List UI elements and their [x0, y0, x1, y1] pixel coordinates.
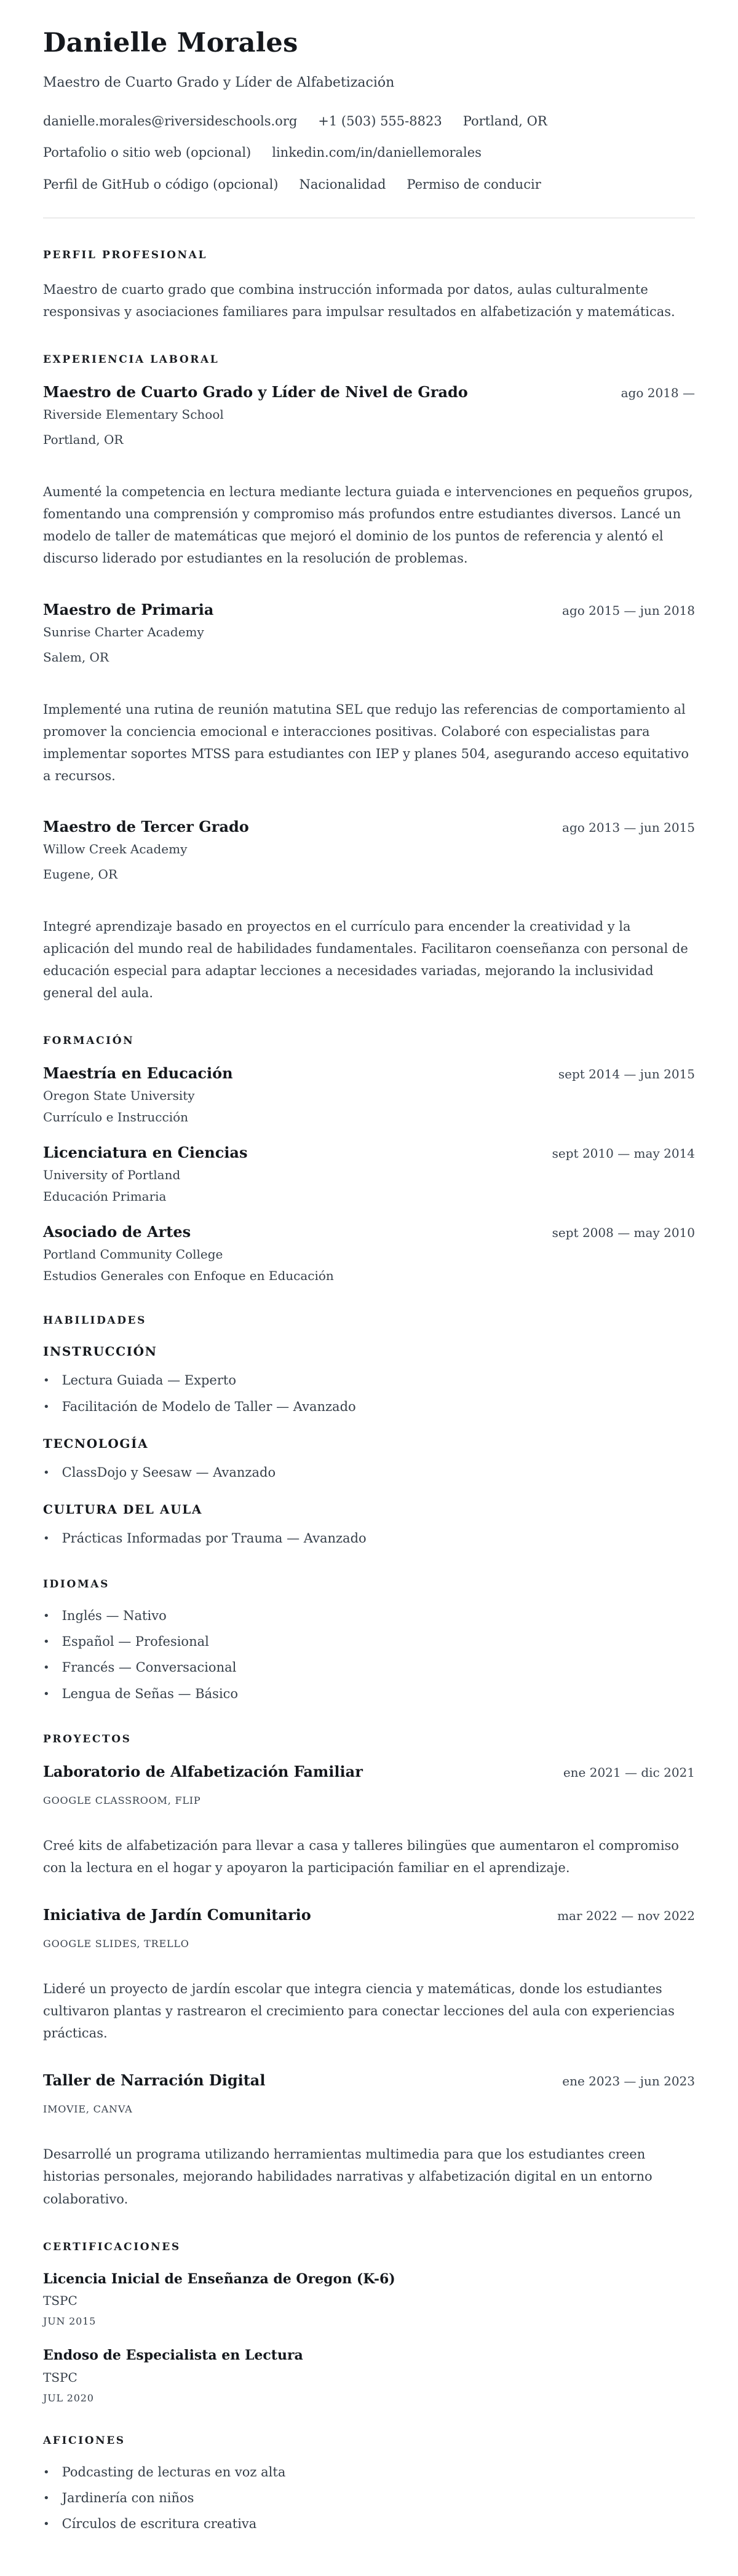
skill-item	[43, 1399, 695, 1415]
contact-row-3	[43, 176, 695, 193]
job-entry-head	[43, 818, 695, 836]
bullet-marker: •	[43, 1532, 50, 1546]
contact-github: Perfil de GitHub o código (opcional)	[43, 176, 279, 192]
section-hobbies	[43, 2435, 695, 2533]
section-experience	[43, 354, 695, 1004]
bullet-marker: •	[43, 1609, 50, 1622]
bullet-marker: •	[43, 2492, 50, 2505]
project-dates: ene 2023 — jun 2023	[562, 2074, 695, 2089]
education-entry-head	[43, 1223, 695, 1241]
education-entry	[43, 1064, 695, 1125]
language-item-text: Francés — Conversacional	[62, 1660, 237, 1675]
education-dates: sept 2014 — jun 2015	[558, 1067, 695, 1082]
project-entry-head	[43, 2071, 695, 2090]
language-item-text: Lengua de Señas — Básico	[62, 1686, 239, 1701]
contact-phone: +1 (503) 555-8823	[318, 114, 442, 129]
contact-portfolio: Portafolio o sitio web (opcional)	[43, 145, 252, 160]
language-item	[43, 1608, 695, 1624]
school-name: University of Portland	[43, 1167, 181, 1183]
project-dates: mar 2022 — nov 2022	[557, 1908, 695, 1924]
job-location: Salem, OR	[43, 649, 109, 665]
skill-group-name: CULTURA DEL AULA	[43, 1502, 202, 1517]
school-name: Oregon State University	[43, 1088, 195, 1104]
education-dates: sept 2010 — may 2014	[552, 1146, 695, 1161]
certification-name: Licencia Inicial de Enseñanza de Oregon (K-6)	[43, 2270, 395, 2287]
section-projects-label: PROYECTOS	[43, 1732, 132, 1745]
section-skills	[43, 1314, 695, 1547]
certification-date: JUL 2020	[43, 2392, 94, 2404]
project-title: Taller de Narración Digital	[43, 2071, 266, 2090]
section-hobbies-label: AFICIONES	[43, 2434, 125, 2447]
degree-title: Maestría en Educación	[43, 1064, 233, 1083]
certification-issuer: TSPC	[43, 2293, 77, 2309]
person-name: Danielle Morales	[43, 28, 298, 58]
skill-group-name: TECNOLOGÍA	[43, 1436, 149, 1452]
project-entry-head	[43, 1906, 695, 1924]
certification-entry	[43, 2270, 695, 2328]
school-name: Portland Community College	[43, 1247, 223, 1262]
skill-group	[43, 1502, 695, 1547]
project-tools: GOOGLE CLASSROOM, FLIP	[43, 1794, 201, 1806]
degree-title: Asociado de Artes	[43, 1223, 191, 1241]
hobby-list	[43, 2464, 695, 2533]
education-entry	[43, 1223, 695, 1284]
skill-item	[43, 1372, 695, 1389]
skill-group-name: INSTRUCCIÓN	[43, 1344, 157, 1359]
section-education	[43, 1035, 695, 1284]
job-entry-head	[43, 383, 695, 401]
contact-email: danielle.morales@riversideschools.org	[43, 114, 298, 129]
education-entry-head	[43, 1064, 695, 1083]
job-entry-head	[43, 601, 695, 619]
section-languages-label: IDIOMAS	[43, 1578, 109, 1590]
bullet-marker: •	[43, 1687, 50, 1701]
skill-item-text: Prácticas Informadas por Trauma — Avanzado	[62, 1531, 367, 1546]
field-of-study: Educación Primaria	[43, 1189, 167, 1204]
project-tools: IMOVIE, CANVA	[43, 2103, 133, 2116]
bullet-marker: •	[43, 1466, 50, 1480]
section-certifications-label: CERTIFICACIONES	[43, 2240, 181, 2253]
profile-text: Maestro de cuarto grado que combina instrucción informada por datos, aulas culturalmente responsivas y asociaciones familiares para impulsar resultados en alfabetización y matemáticas.	[43, 282, 675, 320]
skill-list	[43, 1372, 695, 1415]
job-entry	[43, 601, 695, 787]
section-profile-label: PERFIL PROFESIONAL	[43, 248, 208, 261]
bullet-marker: •	[43, 1635, 50, 1648]
hobby-item	[43, 2464, 695, 2481]
certification-name: Endoso de Especialista en Lectura	[43, 2347, 303, 2364]
language-item	[43, 1634, 695, 1650]
hobby-item-text: Círculos de escritura creativa	[62, 2516, 257, 2532]
contact-row-2	[43, 144, 695, 161]
job-title: Maestro de Primaria	[43, 600, 214, 618]
degree-title: Licenciatura en Ciencias	[43, 1144, 248, 1162]
hobby-item-text: Jardinería con niños	[62, 2491, 194, 2506]
hobby-item-text: Podcasting de lecturas en voz alta	[62, 2464, 286, 2479]
language-item-text: Español — Profesional	[62, 1634, 209, 1649]
language-item	[43, 1686, 695, 1702]
education-dates: sept 2008 — may 2010	[552, 1225, 695, 1241]
certification-date: JUN 2015	[43, 2315, 97, 2328]
project-description: Lideré un proyecto de jardín escolar que integra ciencia y matemáticas, donde los estudiantes cultivaron plantas y rastrearon el crecimiento para conectar lecciones del aula con experiencias prácticas.	[43, 1981, 675, 2041]
section-languages	[43, 1578, 695, 1702]
project-title: Iniciativa de Jardín Comunitario	[43, 1906, 311, 1924]
job-description: Implementé una rutina de reunión matutina SEL que redujo las referencias de comportamiento al promover la conciencia emocional e interacciones positivas. Colaboré con especialistas para implementar soportes MTSS para estudiantes con IEP y planes 504, asegurando acceso equitativo a recursos.	[43, 701, 689, 783]
skill-list	[43, 1530, 695, 1547]
skill-list	[43, 1464, 695, 1481]
field-of-study: Estudios Generales con Enfoque en Educación	[43, 1268, 334, 1284]
section-projects	[43, 1733, 695, 2210]
section-education-label: FORMACIÓN	[43, 1035, 135, 1048]
project-description: Creé kits de alfabetización para llevar a casa y talleres bilingües que aumentaron el compromiso con la lectura en el hogar y apoyaron la participación familiar en el aprendizaje.	[43, 1838, 679, 1875]
field-of-study: Currículo e Instrucción	[43, 1110, 189, 1125]
job-dates: ago 2018 —	[621, 385, 695, 401]
project-entry	[43, 1763, 695, 1879]
skill-item-text: Facilitación de Modelo de Taller — Avanzado	[62, 1399, 356, 1414]
job-company: Willow Creek Academy	[43, 842, 188, 857]
job-entry	[43, 383, 695, 569]
certification-issuer: TSPC	[43, 2369, 77, 2385]
skill-item-text: Lectura Guiada — Experto	[62, 1373, 236, 1388]
bullet-marker: •	[43, 2465, 50, 2479]
section-skills-label: HABILIDADES	[43, 1314, 146, 1327]
project-entry	[43, 2071, 695, 2210]
job-dates: ago 2013 — jun 2015	[562, 820, 695, 836]
person-headline: Maestro de Cuarto Grado y Líder de Alfabetización	[43, 75, 395, 91]
contact-nationality: Nacionalidad	[299, 176, 386, 192]
project-tools: GOOGLE SLIDES, TRELLO	[43, 1938, 189, 1950]
language-list	[43, 1608, 695, 1702]
skill-group	[43, 1344, 695, 1415]
education-entry-head	[43, 1144, 695, 1162]
language-item	[43, 1659, 695, 1676]
contact-location: Portland, OR	[462, 114, 547, 129]
skill-item	[43, 1530, 695, 1547]
job-location: Portland, OR	[43, 432, 124, 448]
language-item-text: Inglés — Nativo	[62, 1608, 167, 1623]
job-dates: ago 2015 — jun 2018	[562, 603, 695, 618]
project-dates: ene 2021 — dic 2021	[563, 1764, 695, 1780]
contact-row-1	[43, 113, 695, 130]
project-entry	[43, 1906, 695, 2044]
project-title: Laboratorio de Alfabetización Familiar	[43, 1762, 363, 1780]
resume-header	[43, 28, 695, 218]
education-entry	[43, 1144, 695, 1204]
contact-linkedin: linkedin.com/in/daniellemorales	[272, 145, 482, 160]
skill-item-text: ClassDojo y Seesaw — Avanzado	[62, 1465, 276, 1480]
bullet-marker: •	[43, 1374, 50, 1388]
project-description: Desarrollé un programa utilizando herramientas multimedia para que los estudiantes creen historias personales, mejorando habilidades narrativas y alfabetización digital en un entorno colaborativo.	[43, 2147, 653, 2207]
job-company: Riverside Elementary School	[43, 407, 224, 422]
hobby-item	[43, 2516, 695, 2532]
certification-entry	[43, 2347, 695, 2404]
job-description: Integré aprendizaje basado en proyectos en el currículo para encender la creatividad y la aplicación del mundo real de habilidades fundamentales. Facilitaron coenseñanza con personal de educación especial para adaptar lecciones a necesidades variadas, mejorando la inclusividad general del aula.	[43, 919, 688, 1001]
hobby-item	[43, 2490, 695, 2507]
skill-item	[43, 1464, 695, 1481]
job-location: Eugene, OR	[43, 867, 118, 882]
section-certifications	[43, 2241, 695, 2404]
job-title: Maestro de Cuarto Grado y Líder de Nivel de Grado	[43, 383, 468, 401]
bullet-marker: •	[43, 1400, 50, 1413]
section-experience-label: EXPERIENCIA LABORAL	[43, 354, 220, 366]
contact-driving-permit: Permiso de conducir	[407, 176, 541, 192]
bullet-marker: •	[43, 2518, 50, 2531]
job-entry	[43, 818, 695, 1004]
job-title: Maestro de Tercer Grado	[43, 818, 249, 836]
job-company: Sunrise Charter Academy	[43, 624, 204, 639]
project-entry-head	[43, 1763, 695, 1781]
bullet-marker: •	[43, 1661, 50, 1675]
job-description: Aumenté la competencia en lectura mediante lectura guiada e intervenciones en pequeños grupos, fomentando una comprensión y compromiso más profundos entre estudiantes diversos. Lancé un modelo de taller de matemáticas que mejoró el dominio de los puntos de referencia y alentó el discurso liderado por estudiantes en la resolución de problemas.	[43, 484, 693, 566]
skill-group	[43, 1436, 695, 1481]
section-profile	[43, 249, 695, 323]
